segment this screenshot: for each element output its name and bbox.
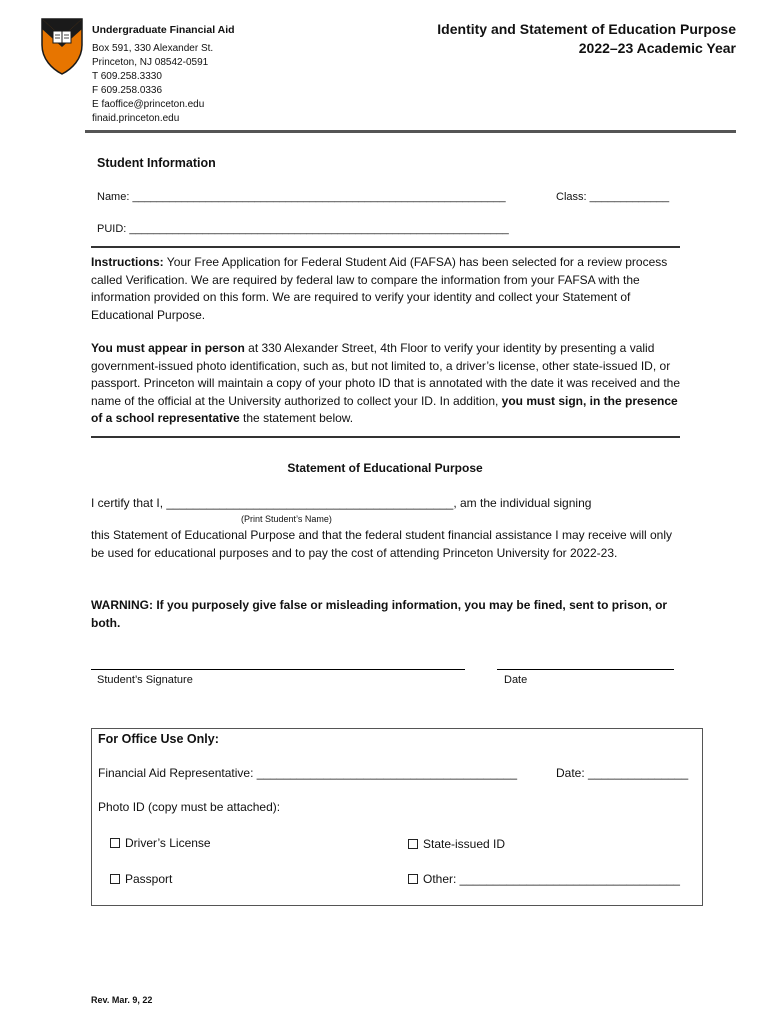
statement-heading: Statement of Educational Purpose	[287, 461, 483, 475]
title-line-1: Identity and Statement of Education Purpose	[437, 21, 736, 37]
address-line-2: Princeton, NJ 08542-0591	[92, 57, 209, 68]
office-date-field[interactable]: Date: _______________	[556, 766, 689, 780]
section-divider-bottom	[91, 436, 680, 438]
print-name-note: (Print Student’s Name)	[241, 514, 332, 524]
puid-field[interactable]: PUID: ______________________________________________________________	[97, 223, 509, 235]
document-title	[437, 20, 736, 58]
appear-text: at 330 Alexander Street, 4th Floor to verify your identity by presenting a valid government-issued photo identification, such as, but not limited to, a driver’s license, other state-issued ID, or passport. Princeton will maintain a copy of your photo ID that is annotated with the date it was received and the name of the official at the University authorized to collect your ID. In addition,	[91, 341, 681, 408]
header-divider	[85, 130, 736, 133]
other-label[interactable]: Other: _________________________________	[423, 872, 680, 886]
instructions-text: Your Free Application for Federal Student Aid (FAFSA) has been selected for a review process called Verification. We are required by federal law to compare the information from your FAFSA with the information provided on this form. We are required to verify your identity and collect your Statement of Educational Purpose.	[91, 255, 668, 322]
fax: F 609.258.0336	[92, 85, 163, 96]
statement-body: this Statement of Educational Purpose and that the federal student financial assistance I may receive will only be used for educational purposes and to pay the cost of attending Princeton University for 2022-23.	[91, 528, 672, 560]
photo-id-label: Photo ID (copy must be attached):	[98, 800, 281, 814]
representative-field[interactable]: Financial Aid Representative: _______________________________________	[98, 766, 518, 780]
title-line-2: 2022–23 Academic Year	[578, 40, 736, 56]
state-id-checkbox[interactable]	[408, 839, 418, 849]
certify-line[interactable]: I certify that I, ___________________________________________, am the individual signing	[91, 496, 592, 510]
instructions-label: Instructions:	[91, 255, 164, 269]
section-divider-top	[91, 246, 680, 248]
option-passport[interactable]	[110, 872, 172, 886]
option-other[interactable]	[408, 872, 680, 886]
appear-paragraph	[91, 340, 681, 428]
sign-text: the statement below.	[239, 411, 354, 425]
drivers-license-label: Driver’s License	[125, 836, 211, 850]
passport-checkbox[interactable]	[110, 874, 120, 884]
instructions-paragraph	[91, 254, 681, 324]
option-drivers-license[interactable]	[110, 836, 211, 850]
address-line-1: Box 591, 330 Alexander St.	[92, 43, 214, 54]
state-id-label: State-issued ID	[423, 837, 506, 851]
student-signature-label: Student’s Signature	[97, 674, 193, 686]
warning-text: WARNING: If you purposely give false or misleading information, you may be fined, sent to prison, or both.	[91, 598, 668, 630]
passport-label: Passport	[125, 872, 173, 886]
other-checkbox[interactable]	[408, 874, 418, 884]
signature-date-line[interactable]	[497, 669, 674, 670]
option-state-id[interactable]	[408, 837, 505, 851]
sign-label: you must sign, in the presence of a school representative	[91, 393, 678, 425]
class-field[interactable]: Class: _____________	[556, 191, 670, 203]
phone: T 609.258.3330	[92, 71, 162, 82]
org-name: Undergraduate Financial Aid	[92, 24, 235, 36]
website: finaid.princeton.edu	[92, 113, 180, 124]
email: E faoffice@princeton.edu	[92, 99, 205, 110]
name-field[interactable]: Name: _____________________________________________________________	[97, 191, 506, 203]
office-use-heading: For Office Use Only:	[98, 732, 219, 746]
revision-date: Rev. Mar. 9, 22	[91, 995, 153, 1005]
student-signature-line[interactable]	[91, 669, 465, 670]
signature-date-label: Date	[504, 674, 528, 686]
drivers-license-checkbox[interactable]	[110, 838, 120, 848]
student-info-heading: Student Information	[97, 156, 216, 170]
princeton-shield-logo	[40, 17, 84, 75]
appear-label: You must appear in person	[91, 341, 245, 355]
